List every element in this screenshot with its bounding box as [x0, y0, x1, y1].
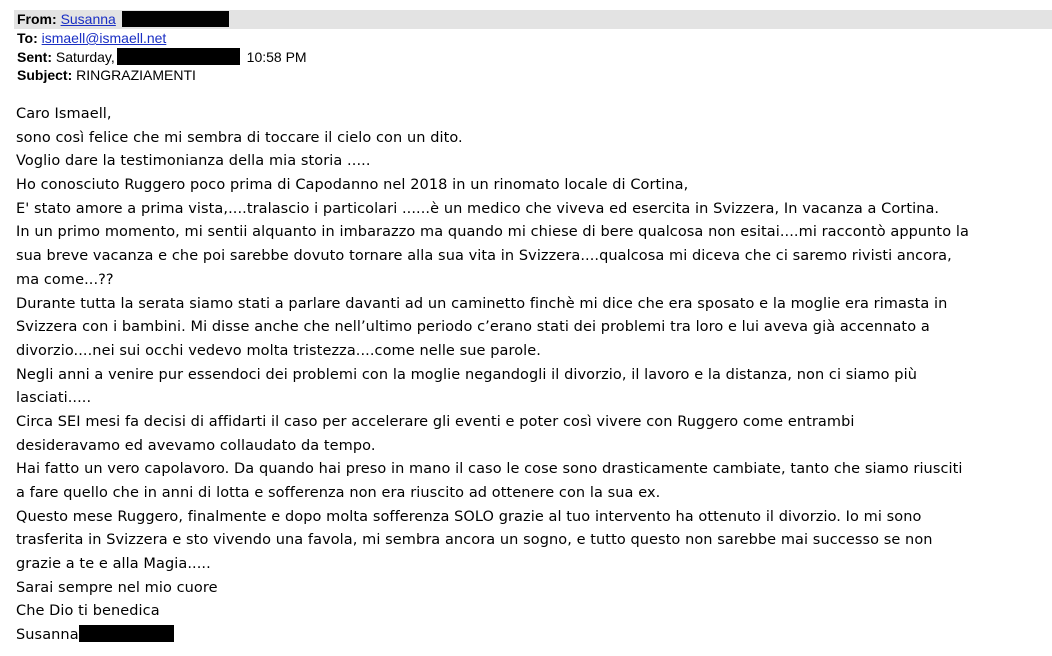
body-line: sua breve vacanza e che poi sarebbe dovuto tornare alla sua vita in Svizzera....qualcosa mi diceva che ci saremo rivisti ancora, [16, 248, 952, 265]
message-body [16, 103, 1046, 648]
sent-label: Sent: [17, 49, 52, 65]
body-line: Hai fatto un vero capolavoro. Da quando hai preso in mano il caso le cose sono drasticamente cambiate, tanto che siamo riusciti [16, 461, 963, 478]
sender-name-link[interactable]: Susanna [60, 11, 116, 27]
body-line: Sarai sempre nel mio cuore [16, 579, 218, 596]
body-line: E' stato amore a prima vista,....tralascio i particolari ......è un medico che viveva ed esercita in Svizzera, In vacanza a Cortina. [16, 200, 940, 217]
sent-time: 10:58 PM [246, 49, 307, 65]
body-line-greeting: Caro Ismaell, [16, 106, 112, 122]
body-line: Che Dio ti benedica [16, 603, 160, 620]
body-line: In un primo momento, mi sentii alquanto in imbarazzo ma quando mi chiese di bere qualcosa non esitai....mi raccontò appunto la [16, 224, 969, 241]
body-line: trasferita in Svizzera e sto vivendo una favola, mi sembra ancora un sogno, e tutto questo non sarebbe mai successo se non [16, 532, 933, 549]
sent-row [17, 48, 307, 67]
body-line: sono così felice che mi sembra di toccare il cielo con un dito. [16, 129, 463, 146]
redacted-signature-surname [79, 625, 174, 642]
signature-name: Susanna [16, 627, 79, 644]
sent-day: Saturday, [55, 49, 115, 65]
body-line: Circa SEI mesi fa decisi di affidarti il caso per accelerare gli eventi e poter così vivere con Ruggero come entrambi [16, 413, 855, 430]
redacted-sender-surname [122, 11, 229, 27]
body-line: Negli anni a venire pur essendoci dei problemi con la moglie negandogli il divorzio, il lavoro e la distanza, non ci siamo più [16, 366, 917, 383]
body-line: Questo mese Ruggero, finalmente e dopo molta sofferenza SOLO grazie al tuo intervento ha ottenuto il divorzio. Io mi sono [16, 508, 922, 525]
body-line: grazie a te e alla Magia..... [16, 556, 211, 573]
from-row [17, 10, 229, 29]
body-line: desideravamo ed avevamo collaudato da tempo. [16, 437, 376, 454]
to-label: To: [17, 30, 38, 46]
subject-label: Subject: [17, 67, 73, 83]
body-line: Ho conosciuto Ruggero poco prima di Capodanno nel 2018 in un rinomato locale di Cortina, [16, 177, 689, 194]
recipient-email-link[interactable]: ismaell@ismaell.net [41, 30, 167, 46]
body-line: a fare quello che in anni di lotta e sofferenza non era riuscito ad ottenere con la sua ex. [16, 485, 661, 501]
body-line: lasciati..... [16, 390, 92, 407]
signature-line [16, 624, 1046, 648]
from-label: From: [17, 11, 57, 27]
body-line: ma come...?? [16, 271, 114, 288]
subject-row [17, 66, 196, 85]
body-line: Durante tutta la serata siamo stati a parlare davanti ad un caminetto finchè mi dice che era sposato e la moglie era rimasta in [16, 295, 948, 312]
subject-text: RINGRAZIAMENTI [76, 67, 196, 83]
to-row [17, 29, 166, 48]
redacted-sent-date [117, 48, 240, 65]
body-line: Svizzera con i bambini. Mi disse anche che nell’ultimo periodo c’erano stati dei problemi tra loro e lui aveva già accennato a [16, 319, 930, 336]
body-line: Voglio dare la testimonianza della mia storia ..... [16, 153, 371, 170]
body-line: divorzio....nei sui occhi vedevo molta tristezza....come nelle sue parole. [16, 342, 541, 359]
